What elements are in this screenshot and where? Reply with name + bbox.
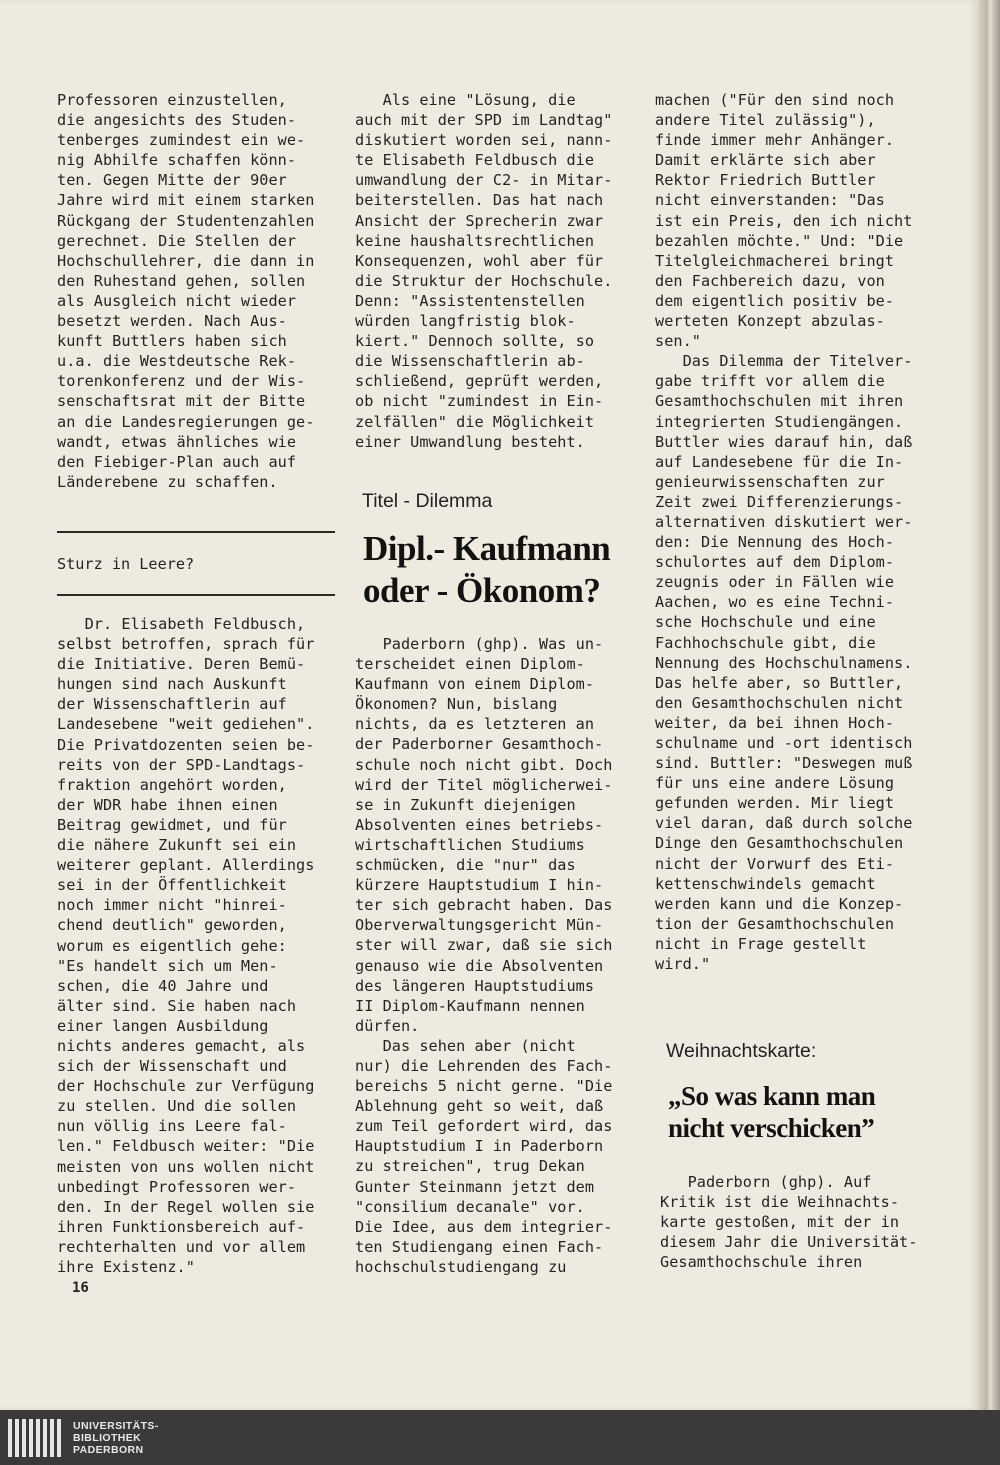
text-line: schule noch nicht gibt. Doch	[355, 755, 613, 774]
text-line: oder - Ökonom?	[363, 571, 601, 610]
text-line: sche Hochschule und eine	[655, 613, 876, 632]
text-line: Hauptstudium I in Paderborn	[355, 1137, 604, 1156]
text-line: Kaufmann von einem Diplom-	[355, 675, 595, 694]
text-line: dem eigentlich positiv be-	[655, 291, 895, 310]
text-line: sen."	[655, 332, 701, 351]
text-line: gerechnet. Die Stellen der	[57, 231, 297, 250]
text-line: gefunden werden. Mir liegt	[655, 794, 895, 813]
text-line: hochschulstudiengang zu	[355, 1257, 567, 1276]
text-line: Paderborn (ghp). Was un-	[355, 635, 604, 653]
text-line: integrierten Studiengängen.	[655, 412, 904, 431]
text-line: Rektor Friedrich Buttler	[655, 171, 876, 190]
text-line: Buttler wies darauf hin, daß	[655, 432, 913, 451]
text-line: sei in der Öffentlichkeit	[57, 876, 287, 895]
text-line: Die Privatdozenten seien be-	[57, 735, 315, 754]
text-line: sind. Buttler: "Deswegen muß	[655, 754, 913, 773]
text-line: reits von der SPD-Landtags-	[57, 755, 306, 774]
text-line: viel daran, daß durch solche	[655, 814, 913, 833]
text-line: noch immer nicht "hinrei-	[57, 896, 287, 915]
text-line: einer langen Ausbildung	[57, 1016, 269, 1035]
page-number: 16	[72, 1280, 89, 1296]
text-line: weiterer geplant. Allerdings	[57, 856, 315, 875]
column-2-top	[355, 90, 612, 452]
text-line: Jahre wird mit einem starken	[57, 191, 315, 210]
text-line: selbst betroffen, sprach für	[57, 635, 315, 654]
text-line: wirtschaftlichen Studiums	[355, 835, 585, 854]
text-line: se in Zukunft diejenigen	[355, 795, 576, 814]
text-line: wird."	[655, 955, 711, 974]
text-line: rechterhalten und vor allem	[57, 1237, 306, 1256]
text-line: torenkonferenz und der Wis-	[57, 372, 306, 391]
text-line: diskutiert worden sei, nann-	[355, 131, 613, 150]
text-line: ter sich gebracht haben. Das	[355, 896, 613, 915]
text-line: Beitrag gewidmet, und für	[57, 815, 287, 834]
text-line: Professoren einzustellen,	[57, 91, 287, 109]
text-line: werteten Konzept abzulas-	[655, 312, 885, 331]
text-line: Zeit zwei Differenzierungs-	[655, 492, 904, 511]
text-line: Landesebene "weit gediehen".	[57, 715, 315, 734]
text-line: genauso wie die Absolventen	[355, 956, 604, 975]
text-line: des längeren Hauptstudiums	[355, 976, 595, 995]
text-line: te Elisabeth Feldbusch die	[355, 151, 595, 170]
text-line: andere Titel zulässig"),	[655, 111, 876, 130]
text-line: Dr. Elisabeth Feldbusch,	[57, 615, 306, 633]
page-edge	[978, 0, 1000, 1410]
column-3-top	[655, 90, 912, 974]
subhead-rule-top	[57, 531, 335, 533]
text-line: karte gestoßen, mit der in	[660, 1213, 900, 1232]
text-line: weiter, da bei ihnen Hoch-	[655, 713, 895, 732]
text-line: meisten von uns wollen nicht	[57, 1157, 315, 1176]
text-line: Nennung des Hochschulnamens.	[655, 653, 913, 672]
text-line: zu stellen. Und die sollen	[57, 1097, 297, 1116]
text-line: worum es eigentlich gehe:	[57, 936, 287, 955]
text-line: II Diplom-Kaufmann nennen	[355, 996, 585, 1015]
text-line: Fachhochschule gibt, die	[655, 633, 876, 652]
text-line: kettenschwindels gemacht	[655, 874, 876, 893]
text-line: Konsequenzen, wohl aber für	[355, 251, 604, 270]
text-line: den: Die Nennung des Hoch-	[655, 533, 895, 552]
text-line: Hochschullehrer, die dann in	[57, 251, 315, 270]
text-line: den Gesamthochschulen nicht	[655, 693, 904, 712]
text-line: gabe trifft vor allem die	[655, 372, 885, 391]
text-line: schulname und -ort identisch	[655, 734, 913, 752]
text-line: UNIVERSITÄTS-	[73, 1420, 159, 1432]
text-line: Aachen, wo es eine Techni-	[655, 593, 895, 612]
text-line: werden kann und die Konzep-	[655, 894, 904, 913]
text-line: für uns eine andere Lösung	[655, 774, 895, 793]
text-line: als Ausgleich nicht wieder	[57, 291, 297, 310]
column-1-top	[57, 90, 314, 492]
text-line: ihre Existenz."	[57, 1258, 195, 1276]
column-3-bottom	[660, 1172, 917, 1272]
text-line: die Initiative. Deren Bemü-	[57, 655, 306, 674]
text-line: nicht in Frage gestellt	[655, 934, 867, 953]
text-line: kürzere Hauptstudium I hin-	[355, 876, 604, 895]
column-2-bottom	[355, 634, 612, 1277]
text-line: "Es handelt sich um Men-	[57, 956, 278, 975]
text-line: nun völlig ins Leere fal-	[57, 1117, 287, 1136]
text-line: nicht der Vorwurf des Eti-	[655, 854, 895, 873]
text-line: zu streichen", trug Dekan	[355, 1157, 585, 1176]
text-line: auf Landesebene für die In-	[655, 452, 904, 471]
library-logo-text	[73, 1420, 159, 1456]
text-line: zelfällen" die Möglichkeit	[355, 412, 595, 431]
text-line: den. In der Regel wollen sie	[57, 1197, 315, 1216]
text-line: schen, die 40 Jahre und	[57, 976, 269, 995]
text-line: der Wissenschaftlerin auf	[57, 695, 287, 714]
text-line: dürfen.	[355, 1016, 420, 1035]
text-line: Dinge den Gesamthochschulen	[655, 834, 904, 853]
column-1-bottom	[57, 614, 314, 1277]
text-line: tenberges zumindest ein we-	[57, 131, 306, 150]
text-line: Dipl.- Kaufmann	[363, 529, 611, 568]
text-line: nicht einverstanden: "Das	[655, 191, 885, 210]
text-line: Oberverwaltungsgericht Mün-	[355, 916, 604, 935]
subhead-rule-bottom	[57, 594, 335, 596]
text-line: der Paderborner Gesamthoch-	[355, 735, 604, 754]
text-line: besetzt werden. Nach Aus-	[57, 312, 287, 331]
text-line: zum Teil gefordert wird, das	[355, 1117, 613, 1136]
text-line: Das sehen aber (nicht	[355, 1036, 576, 1055]
text-line: Damit erklärte sich aber	[655, 151, 876, 170]
text-line: ten Studiengang einen Fach-	[355, 1237, 604, 1256]
text-line: Als eine "Lösung, die	[355, 91, 576, 109]
text-line: schließend, geprüft werden,	[355, 372, 604, 391]
kicker-weihnachtskarte: Weihnachtskarte:	[666, 1040, 817, 1062]
text-line: nig Abhilfe schaffen könn-	[57, 151, 297, 170]
text-line: Kritik ist die Weihnachts-	[660, 1193, 900, 1212]
text-line: chend deutlich" geworden,	[57, 916, 287, 935]
text-line: Rückgang der Studentenzahlen	[57, 211, 315, 230]
text-line: älter sind. Sie haben nach	[57, 996, 297, 1015]
text-line: ster will zwar, daß sie sich	[355, 936, 613, 955]
text-line: nichts anderes gemacht, als	[57, 1036, 306, 1055]
text-line: unbedingt Professoren wer-	[57, 1177, 297, 1196]
text-line: Absolventen eines betriebs-	[355, 815, 604, 834]
text-line: Ablehnung geht so weit, daß	[355, 1097, 604, 1116]
text-line: die nähere Zukunft sei ein	[57, 836, 297, 855]
text-line: den Fachbereich dazu, von	[655, 271, 885, 290]
headline-dipl-kaufmann	[363, 528, 610, 612]
text-line: BIBLIOTHEK	[73, 1432, 142, 1444]
text-line: kiert." Dennoch sollte, so	[355, 332, 595, 351]
text-line: nichts, da es letzteren an	[355, 715, 595, 734]
text-line: bereichs 5 nicht gerne. "Die	[355, 1077, 613, 1096]
text-line: der WDR habe ihnen einen	[57, 795, 278, 814]
text-line: Denn: "Assistentenstellen	[355, 291, 585, 310]
text-line: Ansicht der Sprecherin zwar	[355, 211, 604, 230]
text-line: PADERBORN	[73, 1444, 144, 1456]
text-line: nur) die Lehrenden des Fach-	[355, 1056, 613, 1075]
text-line: keine haushaltsrechtlichen	[355, 231, 595, 250]
text-line: auch mit der SPD im Landtag"	[355, 111, 613, 130]
text-line: Das helfe aber, so Buttler,	[655, 673, 904, 692]
text-line: diesem Jahr die Universität-	[660, 1233, 918, 1252]
text-line: die Wissenschaftlerin ab-	[355, 352, 585, 371]
text-line: zeugnis oder in Fällen wie	[655, 573, 895, 592]
text-line: Gunter Steinmann jetzt dem	[355, 1177, 595, 1196]
text-line: würden langfristig blok-	[355, 312, 576, 331]
text-line: schmücken, die "nur" das	[355, 856, 576, 875]
kicker-titel-dilemma: Titel - Dilemma	[362, 490, 493, 512]
text-line: bezahlen möchte." Und: "Die	[655, 231, 904, 250]
text-line: kunft Buttlers haben sich	[57, 332, 287, 351]
text-line: ten. Gegen Mitte der 90er	[57, 171, 287, 190]
text-line: umwandlung der C2- in Mitar-	[355, 171, 613, 190]
text-line: senschaftsrat mit der Bitte	[57, 392, 306, 411]
text-line: Gesamthochschule ihren	[660, 1253, 863, 1272]
text-line: Titelgleichmacherei bringt	[655, 251, 895, 270]
text-line: Länderebene zu schaffen.	[57, 472, 278, 491]
text-line: „So was kann man	[668, 1081, 876, 1111]
text-line: hungen sind nach Auskunft	[57, 675, 287, 694]
text-line: u.a. die Westdeutsche Rek-	[57, 352, 297, 371]
text-line: ob nicht "zumindest in Ein-	[355, 392, 604, 411]
text-line: ist ein Preis, den ich nicht	[655, 211, 913, 230]
text-line: sich der Wissenschaft und	[57, 1057, 287, 1076]
text-line: nicht verschicken”	[668, 1113, 875, 1143]
text-line: Das Dilemma der Titelver-	[655, 352, 913, 371]
text-line: Ökonomen? Nun, bislang	[355, 695, 558, 714]
text-line: terscheidet einen Diplom-	[355, 655, 585, 674]
text-line: Paderborn (ghp). Auf	[660, 1173, 872, 1191]
text-line: die Struktur der Hochschule.	[355, 271, 613, 290]
text-line: Gesamthochschulen mit ihren	[655, 392, 904, 411]
text-line: alternativen diskutiert wer-	[655, 512, 913, 531]
text-line: finde immer mehr Anhänger.	[655, 131, 895, 150]
text-line: ihren Funktionsbereich auf-	[57, 1217, 306, 1236]
text-line: beiterstellen. Das hat nach	[355, 191, 604, 210]
text-line: fraktion angehört worden,	[57, 775, 287, 794]
text-line: machen ("Für den sind noch	[655, 91, 895, 109]
library-logo-bars-icon	[8, 1419, 61, 1457]
subhead-sturz: Sturz in Leere?	[57, 555, 195, 573]
text-line: "consilium decanale" vor.	[355, 1197, 585, 1216]
headline-so-was-kann-man	[668, 1080, 875, 1144]
text-line: der Hochschule zur Verfügung	[57, 1077, 315, 1096]
text-line: len." Feldbusch weiter: "Die	[57, 1137, 315, 1156]
library-logo	[8, 1416, 159, 1460]
text-line: wird der Titel möglicherwei-	[355, 775, 613, 794]
text-line: die angesichts des Studen-	[57, 111, 297, 130]
text-line: einer Umwandlung besteht.	[355, 432, 585, 451]
text-line: Die Idee, aus dem integrier-	[355, 1217, 613, 1236]
text-line: an die Landesregierungen ge-	[57, 412, 315, 431]
text-line: tion der Gesamthochschulen	[655, 914, 895, 933]
text-line: schulortes auf dem Diplom-	[655, 553, 895, 572]
text-line: den Fiebiger-Plan auch auf	[57, 452, 297, 471]
text-line: genieurwissenschaften zur	[655, 472, 885, 491]
text-line: wandt, etwas ähnliches wie	[57, 432, 297, 451]
text-line: den Ruhestand gehen, sollen	[57, 271, 306, 290]
